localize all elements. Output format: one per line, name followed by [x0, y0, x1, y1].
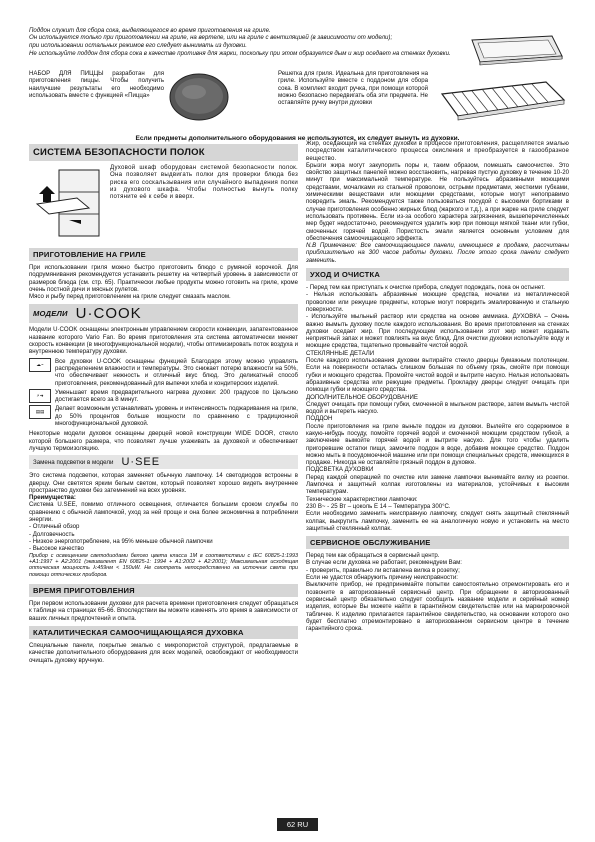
drip-tray-text: После приготовления на гриле выньте поддон из духовки. Вылейте его содержимое в какую-нибудь посуду, помойте горячей водой и смоченной моющим средством губкой, а заключение вымойте горячей водой и вытрите насухо. Для того чтобы удалить пригоревшие остатки пищи, замочите поддон в воде, добавив моющее средство. Поддон можно мыть в посудомоечной машине или при помощи специальных средств, имеющихся в продаже. Никогда не оставляйте грязный поддон в духовке.: [306, 422, 569, 467]
list-item: - Низкое энергопотребление, на 95% меньше обычной лампочки: [29, 537, 213, 545]
list-item: - Долговечность: [29, 530, 75, 538]
catalytic-text: Специальные панели, покрытые эмалью с микропористой структурой, предлагаемые в качестве дополнительного оборудования для всех моделей, освобождают от необходимости очищать духовку вручную.: [29, 642, 298, 664]
right-column: [306, 140, 569, 632]
service-text-5: Выключите прибор, не предпринимайте попытки самостоятельно отремонтировать его и позвоните в авторизованный сервисный центр. При обращении в авторизованный сервисный центр обязательно следует сообщить название модели и серийный номер изделия, которые Вы можете найти в гарантийном свидетельстве или на маркировочной табличке. К изделию прилагается гарантийное свидетельство, на основании которого оно будет бесплатно отремонтировано в авторизованном сервисном центре в течение гарантийного срока.: [306, 581, 569, 633]
pizza-stone-icon: [168, 70, 230, 124]
feature-preheat: [29, 389, 298, 404]
ucook-description: Модели U·COOK оснащены электронным управлением скорости конвекции, запатентованное название которого Vario Fan. Во время приготовления эта система автоматически меняет скорость конвекции (в многофункциональной модели), чтобы оптимизировать поток воздуха и внутреннюю температуру духовки.: [29, 326, 298, 356]
intro-line-3: при использовании остальных режимов его следует вынимать из духовки.: [29, 41, 248, 49]
glass-parts-text: После каждого использования духовки вытирайте стекло дверцы бумажным полотенцем. Если на поверхности осталась слишком большая по объему грязь, смойте при помощи губки и моющего средства. Промойте чистой водой и вытрите насухо. Нельзя использовать абразивные средства или режущие предметы. Прокладку дверцы следует очищать при помощи губки и моющего средства.: [306, 357, 569, 394]
led-safety-note: Прибор с освещением светодиодами белого цвета класса 1M в соответствии с IEC 60825-1:1993 +A1:1997 + A2:2001 (эквивалент EN 60825-1: 1994 + A1:2002 + A2:2001); Максимальная исходящая оптическая мощность λ:459нм < 150uW. Не смотреть непосредственно на источник света при помощи оптических приборов.: [29, 552, 298, 578]
lamp-replacement-subtitle: [29, 455, 298, 469]
service-text-2: В случае если духовка не работает, рекомендуем Вам:: [306, 559, 462, 567]
page-footer: [0, 814, 595, 832]
feature-grill-text: Делает возможным устанавливать уровень и интенсивность поджаривания на гриле, до 50% процентов больше мощности по сравнению с традиционной многофункциональной духовкой.: [55, 405, 298, 428]
speed-preheat-icon: ⚡➜: [29, 389, 51, 403]
lamp-specs-value: 230 В~ - 25 Вт – цоколь Е 14 – Температура 300°С.: [306, 502, 451, 510]
service-title: СЕРВИСНОЕ ОБСЛУЖИВАНИЕ: [306, 536, 569, 549]
feature-moisture-text: Все духовки U·COOK оснащены функцией Благодаря этому можно управлять распределением влажности и температуры. Это снижает потерю влажности на 50%, что обеспечивает нежность и отличный вкус блюд. Это деликатный способ приготовления, рекомендованный для выпечки хлеба и кондитерских изделий.: [55, 357, 298, 387]
panels-note: N.B Примечание: Все самоочищающиеся панели, имеющиеся в продаже, рассчитаны приблизительно на 300 часов работы духовки. После этого срока панели следует заменить.: [306, 242, 569, 264]
safety-text: Духовой шкаф оборудован системой безопасности полок. Она позволяет выдвигать полки для проверки блюда без риска его соскальзывания или случайного выпадения полки из духового шкафа. Чтобы полностью вынуть полку потяните её к себе и вверх.: [110, 164, 298, 201]
models-label: МОДЕЛИ: [33, 309, 68, 319]
cooking-time-title: ВРЕМЯ ПРИГОТОВЛЕНИЯ: [29, 584, 298, 597]
accessory-warning: Если предметы дополнительного оборудования не используются, их следует вынуть из духовки.: [135, 134, 460, 142]
grill-rack-icon: [436, 76, 568, 122]
catalytic-title: КАТАЛИТИЧЕСКАЯ САМООЧИЩАЮЩАЯСЯ ДУХОВКА: [29, 626, 298, 639]
lamp-specs-label: Технические характеристики лампочки:: [306, 495, 418, 503]
intro-line-1: Поддон служит для сбора сока, выделяющегося во время приготовления на гриле.: [29, 27, 271, 34]
care-text-1: - Перед тем как приступать к очистке прибора, следует подождать, пока он остынет.: [306, 284, 545, 292]
drip-tray-illustration: [466, 30, 566, 68]
advantages-list: [29, 523, 298, 552]
pizza-kit-text: НАБОР ДЛЯ ПИЦЦЫ разработан для приготовления пиццы. Чтобы получить наилучшие результаты его необходимо использовать вместе с функцией «Пицца»: [29, 70, 164, 99]
catalytic-process-text: Жир, оседающий на стенках духовки в процессе приготовления, расщепляется эмалью посредством каталитического процесса окисления и преобразуется в газообразное вещество.: [306, 140, 569, 162]
feature-preheat-text: Уменьшает время предварительного нагрева духовки: 200 градусов по Цельсию достигается всего за 8 минут.: [55, 388, 298, 404]
page-number: 62 RU: [277, 818, 318, 831]
feature-grill: [29, 405, 298, 427]
care-text-2: - Нельзя использовать абразивные моющие средства, мочалки из металлической проволоки или режущие предметы, которые могут повредить эмалированную и стальную поверхности.: [306, 291, 569, 313]
service-text-4: Если не удастся обнаружить причину неисправности:: [306, 574, 458, 582]
shelf-safety-illustration: [29, 164, 104, 242]
left-column: [29, 140, 298, 664]
grill-cooking-title: ПРИГОТОВЛЕНИЕ НА ГРИЛЕ: [29, 248, 298, 261]
intro-line-4: Не используйте поддон для сбора сока в качестве противня для жарки, поскольку при этом образуется дым и жир оседает на стенках духовки.: [29, 49, 451, 57]
catalytic-care-text: Брызги жира могут закупорить поры и, таким образом, помешать самоочистке. Это свойство защитных панелей можно восстановить, нагревая пустую духовку в течение 10-20 минут при максимальной температуре. Не пользуйтесь абразивными моющими средствами, мочалками из стальной проволоки, острыми предметами, жесткими губками, химическими веществами или моющими средствами, которые могут непоправимо повредить эмаль. Рекомендуется также пользоваться посудой с высокими бортиками в случае приготовления особенно жирных блюд (жаркого и т.д.), а при жарке на гриле следует использовать противень. Если из-за особого характера загрязнения, вышеперечисленных мер будет недостаточно, рекомендуется удалить жир при помощи мягкой ткани или губки, смоченных горячей водой. Пористость эмали является основным условием для обеспечения самоочищающего эффекта.: [306, 161, 569, 242]
lamp-replacement-label: Замена подсветки в модели: [33, 458, 114, 466]
cooking-time-text: При первом использовании духовки для расчета времени приготовления следует обращаться к таблице на страницах 65-66. Впоследствии вы можете изменять это время в зависимости от ваших личных предпочтений и опыта.: [29, 600, 298, 622]
safety-section-title: СИСТЕМА БЕЗОПАСНОСТИ ПОЛОК: [29, 144, 298, 161]
grill-rack: [278, 70, 428, 106]
usee-logo: U·SEE: [121, 456, 161, 469]
wide-door-text: Некоторые модели духовок оснащены дверцей новой конструкции WIDE DOOR, стекло которой большего размера, что позволяет лучше ухаживать за духовкой и обеспечивает лучшую термоизоляцию.: [29, 430, 298, 452]
advantages-title: Преимущества:: [29, 494, 76, 502]
service-text-1: Перед тем как обращаться в сервисный центр.: [306, 552, 440, 560]
grill-rack-text: Решетка для гриля. Идеальна для приготовления на гриле. Используйте вместе с поддоном для сбора сока. В комплект входит ручка, при помощи которой можно безопасно передвигать оба эти предмета. Не оставляйте ручку внутри духовки: [278, 70, 428, 107]
grill-cooking-text: При использовании гриля можно быстро приготовить блюдо с румяной корочкой. Для подрумянивания рекомендуется устанавить решетку на четвертый уровень в зависимости от размеров блюда (см. стр. 65). Практически любые продукты можно готовить на гриле, кроме очень постной дичи и мясных рулетов.: [29, 264, 298, 293]
care-cleaning-title: УХОД И ОЧИСТКА: [306, 268, 569, 281]
oven-light-title: ПОДСВЕТКА ДУХОВКИ: [306, 466, 374, 474]
glass-parts-title: СТЕКЛЯННЫЕ ДЕТАЛИ: [306, 349, 375, 357]
ucook-logo: U·COOK: [75, 305, 142, 323]
service-text-3: - проверить, правильно ли вставлена вилка в розетку;: [306, 566, 460, 574]
list-item: - Отличный обзор: [29, 523, 80, 531]
care-text-3: - Используйте мыльный раствор или средства на основе аммиака. ДУХОВКА – Очень важно вымыть духовку после каждого использования. Во время приготовления на стенках духовки оседает жир. При последующем использовании этот жир может издавать неприятный запах и может повлиять на вкус блюд. Для очистки духовки используйте воду и моющие средства, тщательно промывайте чистой водой.: [306, 313, 569, 350]
grill-cooking-note: Мясо и рыбу перед приготовлением на гриле следует смазать маслом.: [29, 293, 231, 301]
extra-equipment-title: ДОПОЛНИТЕЛЬНОЕ ОБОРУДОВАНИЕ: [306, 393, 418, 401]
super-grill-icon: ▤▤: [29, 405, 51, 419]
oven-light-text: Перед каждой операцией по очистке или замене лампочки вынимайте вилку из розетки. Лампочка и защитный колпак изготовлены из материалов, устойчивых к высоким температурам.: [306, 473, 569, 496]
usee-description: Это система подсветки, которая заменяет обычную лампочку. 14 светодиодов встроены в дверцу. Они светятся ярким белым светом, который позволяет хорошо видеть внутреннее пространство духовки без затемнений на всех уровнях.: [29, 472, 298, 494]
pizza-kit: [29, 70, 164, 99]
intro-line-2: Он используется только при приготовлении на гриле, на вертеле, или на гриле с вентиляцией (в зависимости от модели);: [29, 34, 393, 42]
soft-cook-icon: ☁~: [29, 358, 51, 372]
drip-tray-title: ПОДДОН: [306, 415, 333, 423]
models-section-title: [29, 304, 298, 323]
extra-equipment-text: Следует очищать при помощи губки, смоченной в мыльном растворе, затем вымыть чистой водой и вытереть насухо.: [306, 400, 569, 416]
advantages-text: Система U.SEE, помимо отличного освещения, отличается большим сроком службы по сравнению с обычной лампочкой, уход за ней проще и она более экономична в потреблении энергии.: [29, 501, 298, 524]
list-item: - Высокое качество: [29, 545, 84, 553]
lamp-replace-text: Если необходимо заменить неисправную лампочку, следует снять защитный стеклянный колпак, выкрутить лампочку, заменить ее на аналогичную новую и установить на место защитный стеклянный колпак.: [306, 510, 569, 532]
feature-moisture: [29, 358, 298, 387]
